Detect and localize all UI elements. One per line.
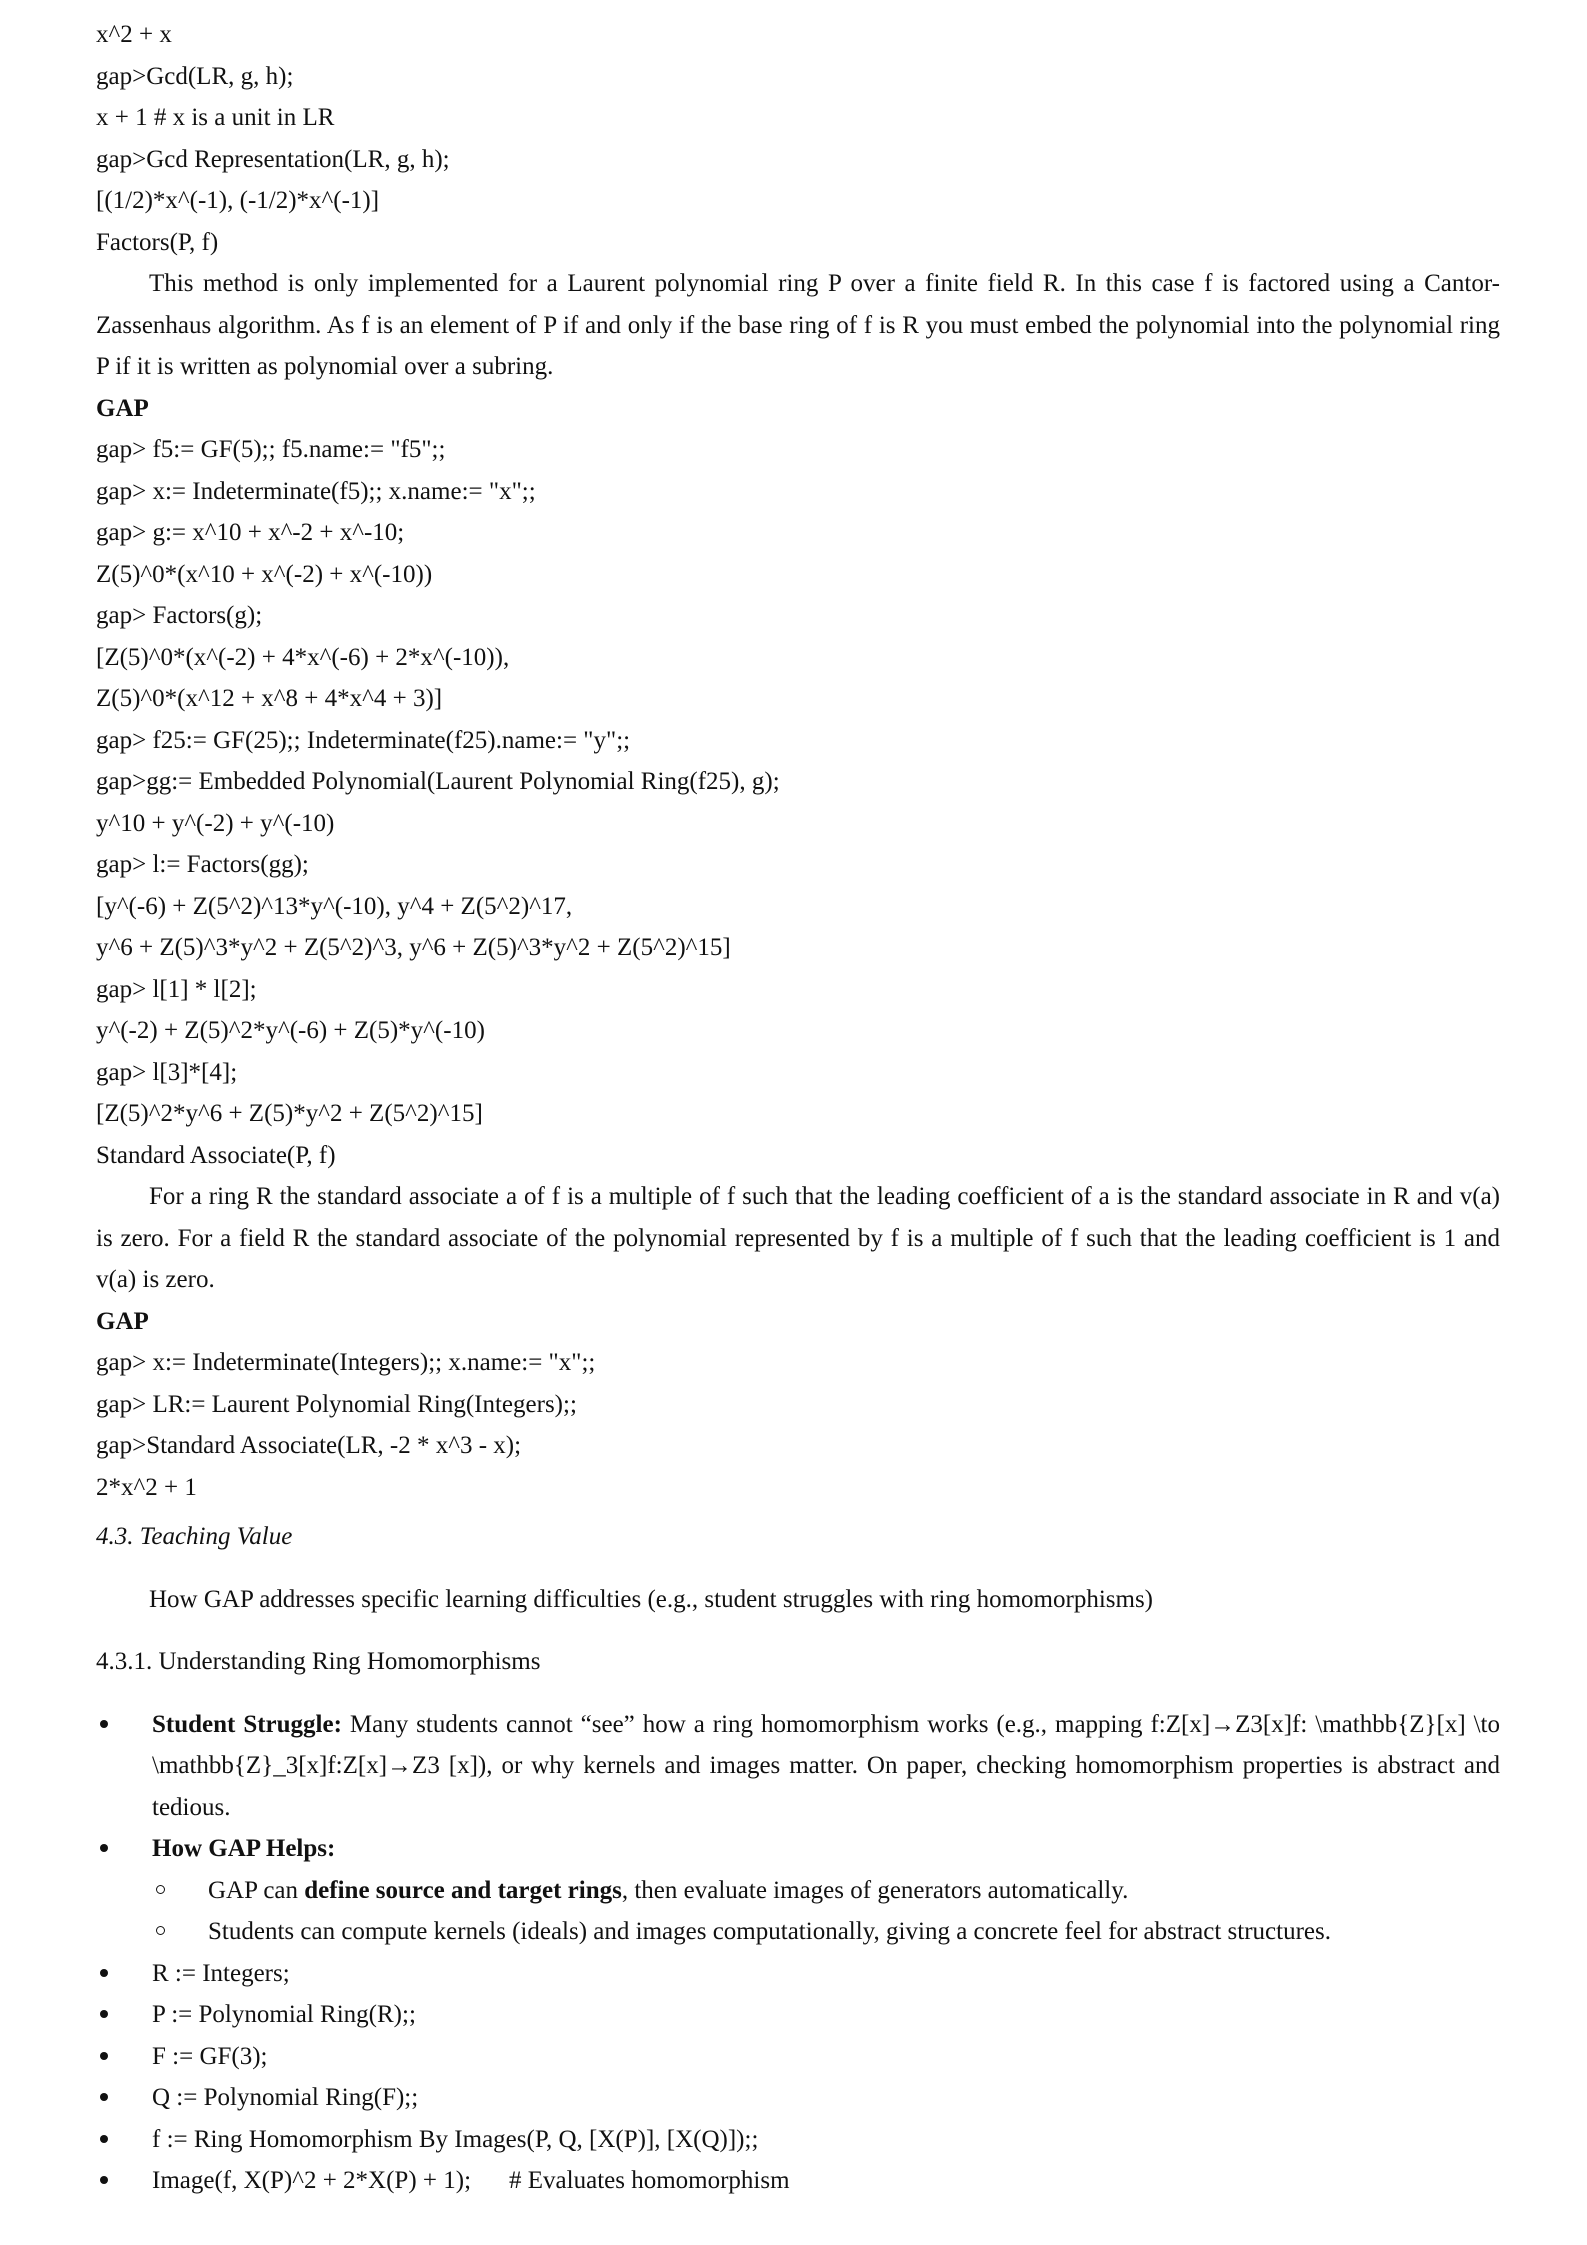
subsection-heading: 4.3.1. Understanding Ring Homomorphisms (96, 1648, 541, 1675)
code-line: y^6 + Z(5)^3*y^2 + Z(5^2)^3, y^6 + Z(5)^3*y^2 + Z(5^2)^15] (96, 934, 731, 961)
code-block-standard-associate (96, 1342, 1500, 1508)
how-gap-helps-sublist (152, 1870, 1500, 1953)
circle-bullet-icon (156, 1885, 165, 1894)
sub-bullet-before: GAP can (208, 1876, 305, 1904)
list-item (96, 1953, 1500, 1995)
code-bullet-text: Image(f, X(P)^2 + 2*X(P) + 1); (152, 2167, 472, 2194)
code-block-factors (96, 429, 1500, 1176)
code-line: 2*x^2 + 1 (96, 1473, 197, 1501)
list-item (152, 1911, 1500, 1953)
factors-paragraph: This method is only implemented for a Laurent polynomial ring P over a finite field R. In this case f is factored using a Cantor-Zassenhaus algorithm. As f is an element of P if and only if the base ring of f is R you must embed the polynomial into the polynomial ring P if it is written as polynomial over a subring. (96, 270, 1500, 380)
code-bullet-text: R := Integers; (152, 1959, 290, 1987)
code-line: [(1/2)*x^(-1), (-1/2)*x^(-1)] (96, 187, 380, 214)
code-line: gap> Factors(g); (96, 602, 263, 629)
gap-label: GAP (96, 1307, 149, 1335)
code-line: [Z(5)^2*y^6 + Z(5)*y^2 + Z(5^2)^15] (96, 1100, 483, 1127)
code-line: gap>Standard Associate(LR, -2 * x^3 - x); (96, 1432, 522, 1459)
list-item (152, 1870, 1500, 1912)
code-line: [y^(-6) + Z(5^2)^13*y^(-10), y^4 + Z(5^2)^17, (96, 892, 573, 920)
code-line: gap> LR:= Laurent Polynomial Ring(Integers);; (96, 1390, 577, 1418)
list-item (96, 1704, 1500, 1829)
code-bullet-text: F := GF(3); (152, 2042, 268, 2070)
list-item (96, 2036, 1500, 2078)
code-line: gap> l[3]*[4]; (96, 1058, 238, 1086)
student-struggle-label: Student Struggle: (152, 1710, 342, 1738)
document-page (96, 14, 1500, 2202)
list-item (96, 2160, 1500, 2202)
code-line: gap> l:= Factors(gg); (96, 851, 309, 878)
function-title: Factors(P, f) (96, 228, 219, 256)
code-line: gap> g:= x^10 + x^-2 + x^-10; (96, 519, 405, 546)
standard-associate-paragraph: For a ring R the standard associate a of f is a multiple of f such that the leading coefficient of a is the standard associate in R and v(a) is zero. For a field R the standard associate of the polynomial represented by f is a multiple of f such that the leading coefficient is 1 and v(a) is zero. (96, 1183, 1500, 1293)
list-item (96, 2077, 1500, 2119)
sub-bullet-bold: define source and target rings (304, 1876, 622, 1904)
section-heading: 4.3. Teaching Value (96, 1523, 293, 1550)
student-struggle-body: Many students cannot “see” how a ring homomorphism works (e.g., mapping f:Z[x]→Z3[x]f: \mathbb{Z}[x] \to \mathbb{Z}_3[x]f:Z[x]→Z3 [x]), or why kernels and images matter. On paper, checking homomorphism properties is abstract and tedious. (152, 1710, 1500, 1821)
code-bullet-text: Q := Polynomial Ring(F);; (152, 2084, 419, 2111)
code-line: x + 1 # x is a unit in LR (96, 104, 335, 131)
code-line: gap> f5:= GF(5);; f5.name:= "f5";; (96, 436, 446, 463)
code-line: gap>gg:= Embedded Polynomial(Laurent Polynomial Ring(f25), g); (96, 768, 780, 795)
gap-label: GAP (96, 394, 149, 422)
code-line: gap> x:= Indeterminate(Integers);; x.name:= "x";; (96, 1349, 596, 1376)
how-gap-helps-label: How GAP Helps: (152, 1835, 336, 1862)
code-line: gap> f25:= GF(25);; Indeterminate(f25).name:= "y";; (96, 726, 631, 754)
list-item (96, 1828, 1500, 1953)
code-comment: # Evaluates homomorphism (509, 2167, 790, 2194)
section-intro: How GAP addresses specific learning difficulties (e.g., student struggles with ring homomorphisms) (149, 1585, 1154, 1613)
code-bullet-text: f := Ring Homomorphism By Images(P, Q, [X(P)], [X(Q)]);; (152, 2125, 759, 2153)
code-line: y^(-2) + Z(5)^2*y^(-6) + Z(5)*y^(-10) (96, 1017, 485, 1044)
code-bullet-text: P := Polynomial Ring(R);; (152, 2001, 416, 2028)
top-code-lines (96, 14, 1500, 263)
code-line: gap>Gcd Representation(LR, g, h); (96, 145, 450, 173)
code-line: gap>Gcd(LR, g, h); (96, 62, 294, 90)
code-line: x^2 + x (96, 21, 172, 48)
code-line: gap> x:= Indeterminate(f5);; x.name:= "x";; (96, 477, 536, 505)
circle-bullet-icon (156, 1926, 165, 1935)
code-line: y^10 + y^(-2) + y^(-10) (96, 809, 335, 837)
student-struggle-text (152, 1704, 1500, 1829)
sub-bullet-after: , then evaluate images of generators automatically. (621, 1876, 1129, 1904)
code-line: gap> l[1] * l[2]; (96, 975, 257, 1003)
code-line: Z(5)^0*(x^10 + x^(-2) + x^(-10)) (96, 560, 433, 588)
list-item (96, 1994, 1500, 2036)
sub-bullet-text: Students can compute kernels (ideals) and images computationally, giving a concrete feel for abstract structures. (208, 1918, 1331, 1945)
function-title: Standard Associate(P, f) (96, 1141, 336, 1169)
list-item (96, 2119, 1500, 2161)
code-line: Z(5)^0*(x^12 + x^8 + 4*x^4 + 3)] (96, 685, 443, 712)
teaching-bullet-list (96, 1704, 1500, 2202)
code-line: [Z(5)^0*(x^(-2) + 4*x^(-6) + 2*x^(-10)), (96, 643, 510, 671)
